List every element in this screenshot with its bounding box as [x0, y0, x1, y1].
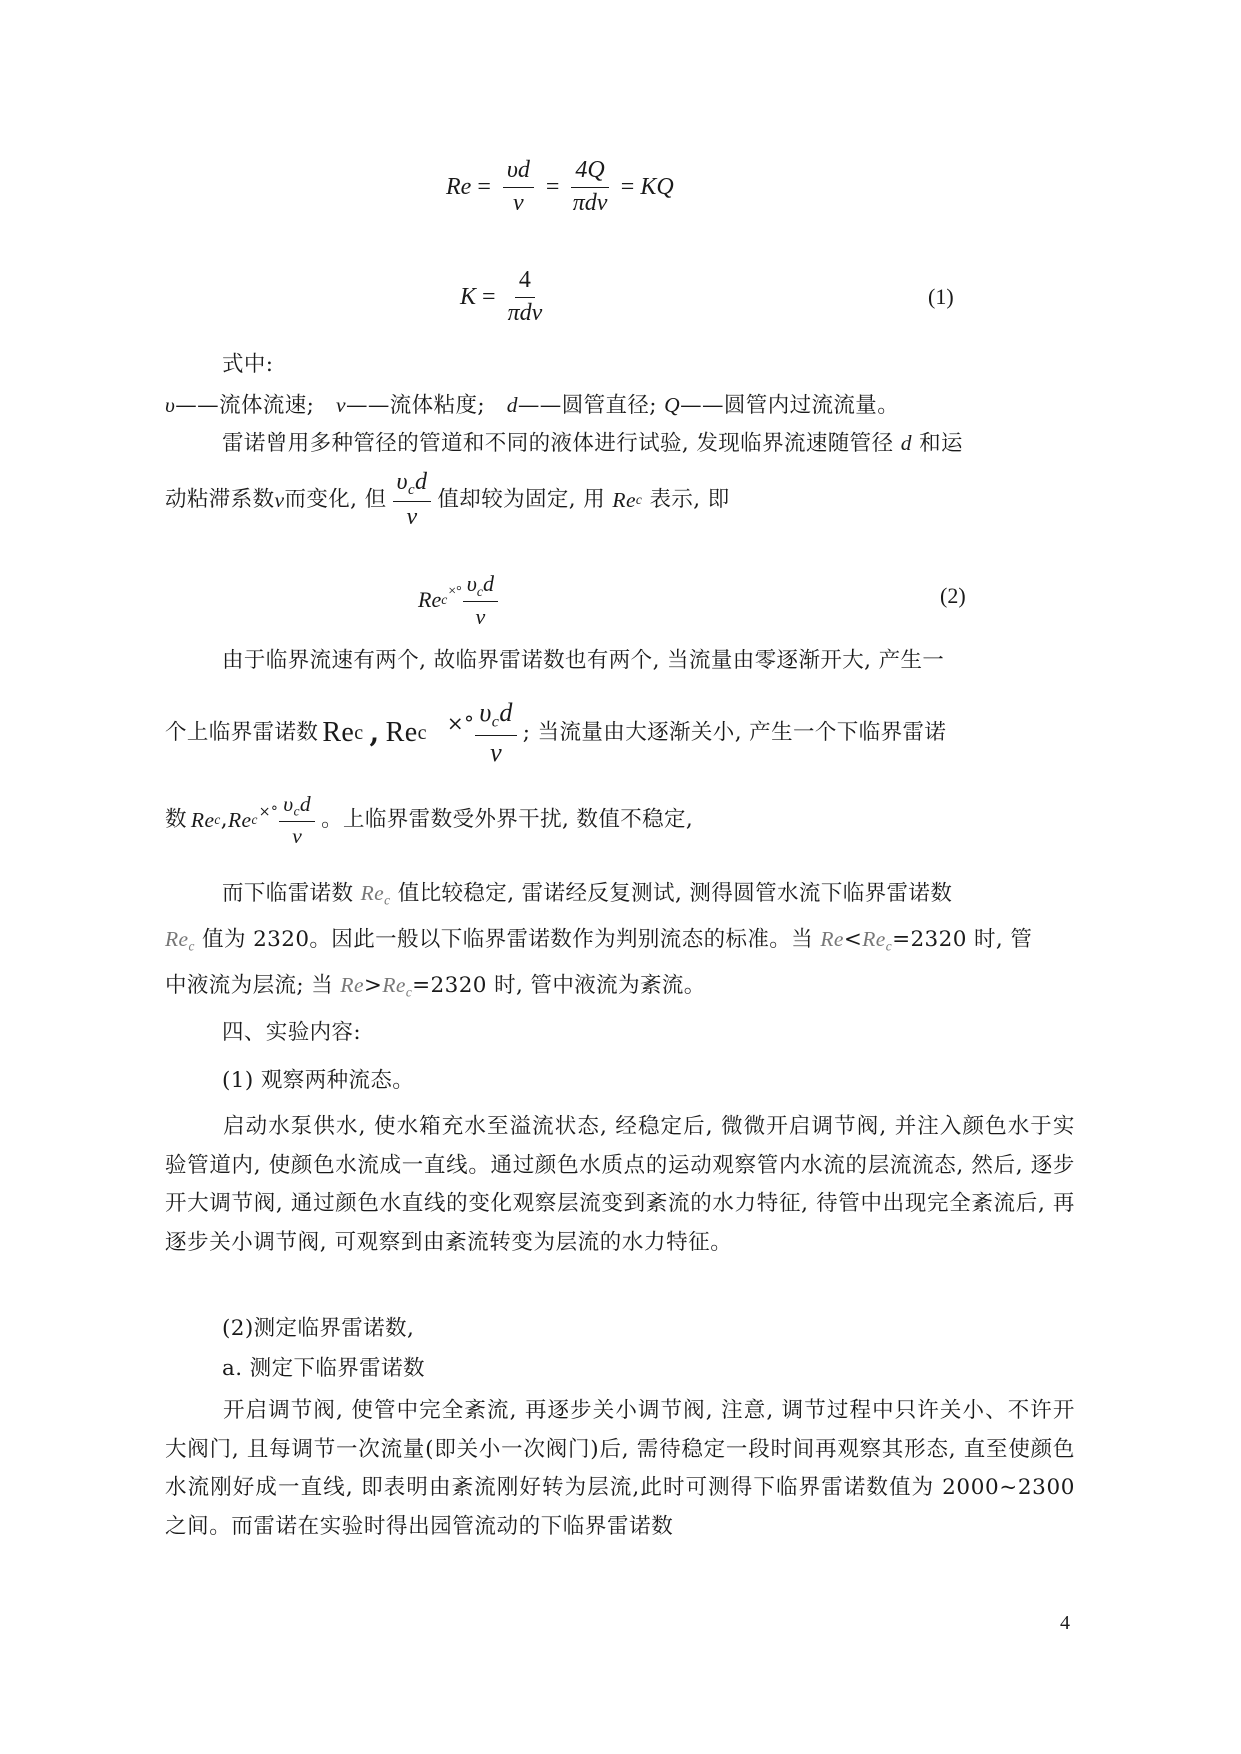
equation-k: K = $\frac{4}{\text{πdν}}$ [460, 266, 543, 326]
paragraph-lower-procedure: 开启调节阀, 使管中完全紊流, 再逐步关小调节阀, 注意, 调节过程中只许关小、不许开大阀门, 且每调节一次流量(即关小一次阀门)后, 需待稳定一段时间再观察其形态, 直至使颜色水流刚好成一直线, 即表明由紊流刚好转为层流,此时可测得下临界雷诺数值为 2000~2300 之间。而雷诺在实验时得出园管流动的下临界雷诺数 [165, 1398, 1075, 1540]
unknown-symbol: ×° [448, 584, 462, 599]
equation-number-2: (2) [940, 583, 966, 608]
eq-equals: = [477, 173, 491, 200]
subheading-lower-critical: a. 测定下临界雷诺数 [222, 1356, 425, 1381]
eq-re: Re [446, 173, 472, 200]
paragraph-2320-line2: $Re_c$ 值为 2320。因此一般以下临界雷诺数作为判别流态的标准。当 $Re<Re_c=2320$ 时, 管 [165, 927, 1033, 954]
paragraph-2320-line3: 中液流为层流; 当 $Re>Re_c=2320$ 时, 管中液流为紊流。 [165, 973, 706, 1000]
fraction-k: $\frac{4}{\text{πdν}}$ [507, 266, 543, 326]
paragraph-upper-critical: 个上临界雷诺数 Re c , Re c ×° $\frac{\upsilon_cd}{\nu}$ ; 当流量由大逐渐关小, 产生一个下临界雷诺 [165, 698, 947, 767]
label-shizhong: 式中: [222, 352, 274, 377]
paragraph-reynolds-experiment-cont: 动粘滞系数 ν 而变化, 但 $\frac{\upsilon_cd}{\nu}$ 值却较为固定, 用 Re c 表示, 即 [165, 468, 730, 530]
paragraph-2320-line1: 而下临雷诺数 $Re_c$ 值比较稳定, 雷诺经反复测试, 测得圆管水流下临界雷诺数 [222, 881, 953, 908]
section-heading-experiment: 四、实验内容: [222, 1020, 362, 1045]
variable-definitions: υ——流体流速; ν——流体粘度; d——圆管直径; Q——圆管内过流流量。 [165, 393, 900, 418]
page-number: 4 [1060, 1612, 1070, 1634]
fraction-vd-nu: $\frac{\upsilon d}{\nu}$ [503, 157, 534, 217]
equation-reynolds: Re = $\frac{\upsilon d}{\nu}$ = $\frac{4Q}{\text{πdν}}$ = KQ [446, 156, 674, 216]
fraction-critical: $\frac{\upsilon_cd}{\nu}$ [393, 469, 432, 532]
fraction-4q: $\frac{4Q}{\text{πdν}}$ [572, 156, 608, 216]
equation-critical-re: Re c ×° $\frac{\upsilon_cd}{\nu}$ [418, 565, 504, 635]
paragraph-reynolds-experiment: 雷诺曾用多种管径的管道和不同的液体进行试验, 发现临界流速随管径 d 和运 [222, 431, 963, 456]
eq-rhs: KQ [640, 173, 674, 200]
paragraph-lower-critical: 数 Re c , Re c ×° $\frac{\upsilon_cd}{\nu}$ 。上临界雷数受外界干扰, 数值不稳定, [165, 791, 694, 848]
paragraph-two-critical: 由于临界流速有两个, 故临界雷诺数也有两个, 当流量由零逐渐开大, 产生一 [222, 648, 945, 673]
subheading-measure: (2)测定临界雷诺数, [222, 1316, 415, 1341]
paragraph-procedure: 启动水泵供水, 使水箱充水至溢流状态, 经稳定后, 微微开启调节阀, 并注入颜色水于实验管道内, 使颜色水流成一直线。通过颜色水质点的运动观察管内水流的层流流态, 然后, 逐步开大调节阀, 通过颜色水直线的变化观察层流变到紊流的水力特征, 待管中出现完全紊流后, 再逐步关小调节阀, 可观察到由紊流转变为层流的水力特征。 [165, 1114, 1075, 1256]
subheading-observe: (1) 观察两种流态。 [222, 1068, 415, 1093]
equation-number-1: (1) [928, 284, 954, 309]
